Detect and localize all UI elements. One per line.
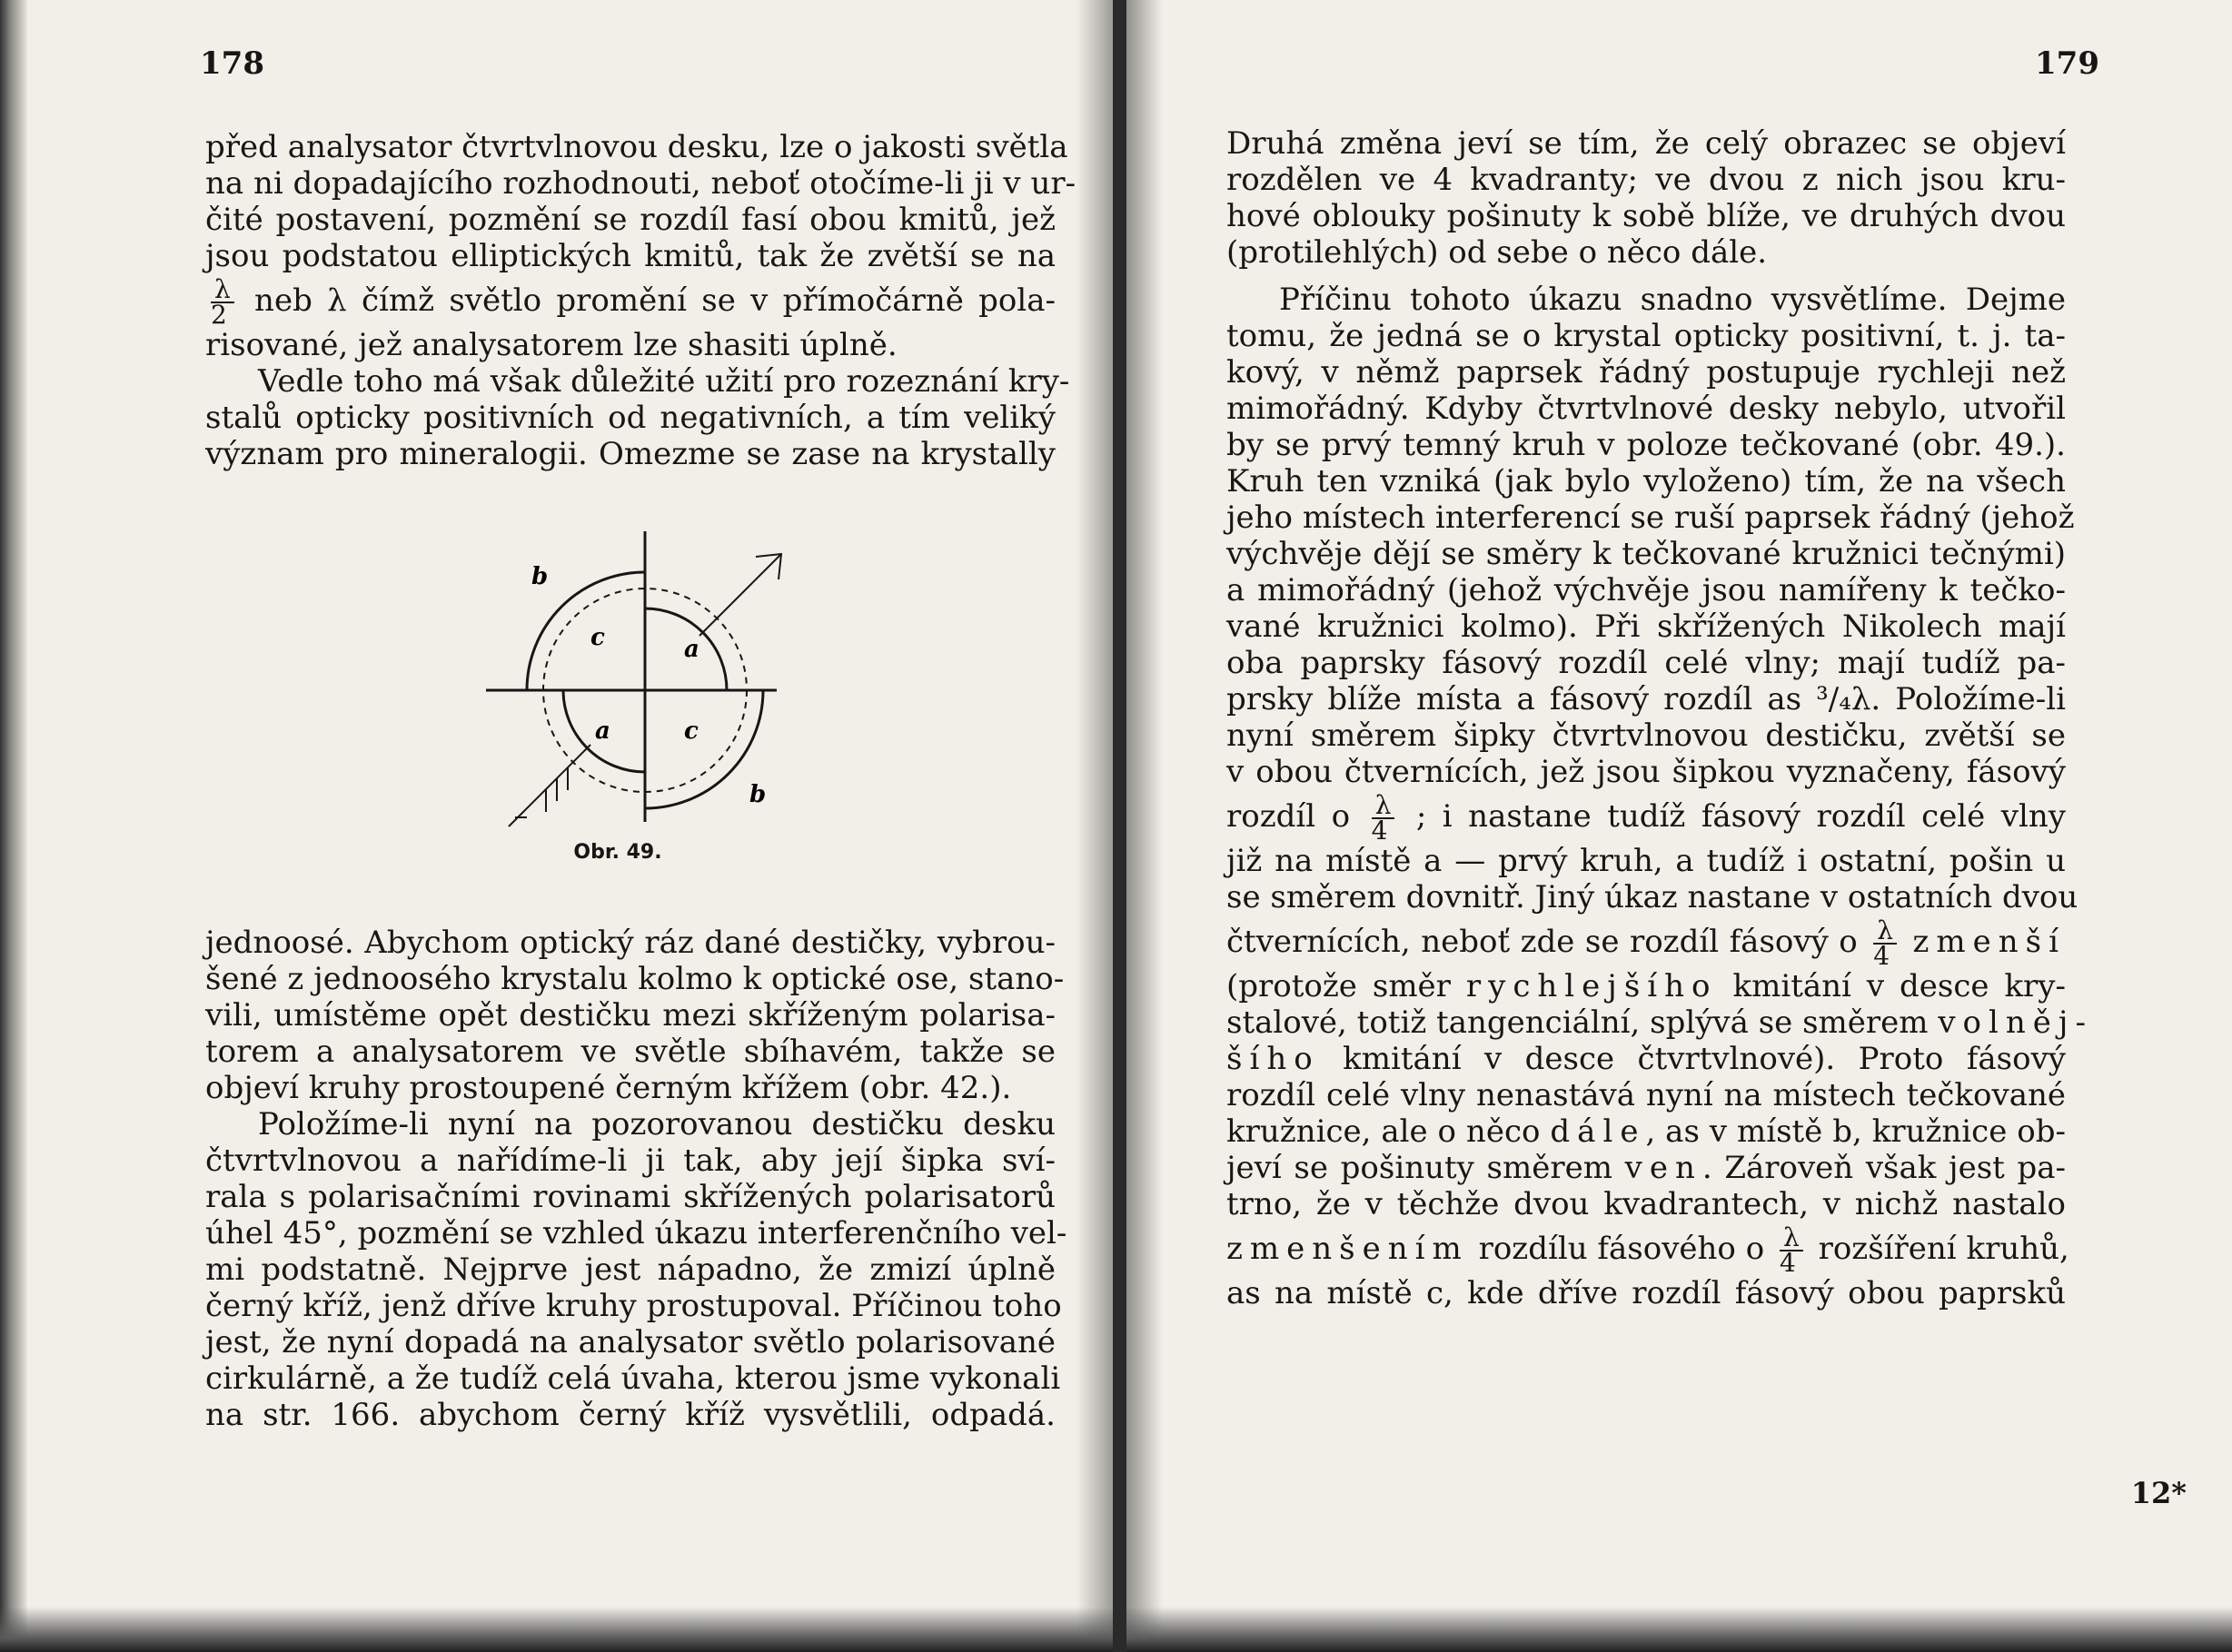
text-line: hové oblouky pošinuty k sobě blíže, ve druhých dvou xyxy=(1226,198,2066,234)
signature-mark: 12* xyxy=(2130,1476,2187,1510)
text-line: před analysator čtvrtvlnovou desku, lze o jakosti světla xyxy=(205,129,1068,165)
text-line: rozdělen ve 4 kvadranty; ve dvou z nich jsou kru- xyxy=(1226,162,2066,198)
figure-caption: Obr. 49. xyxy=(573,841,662,864)
text-line: čtvrtvlnovou a nařídíme-li ji tak, aby její šipka sví- xyxy=(205,1143,1056,1179)
text-line: vané kružnici kolmo). Při skřížených Nikolech mají xyxy=(1226,608,2066,645)
text-fragment: . Zároveň však jest pa- xyxy=(1701,1150,2066,1186)
text-fragment: , as v místě b, kružnice ob- xyxy=(1645,1113,2066,1150)
text-line xyxy=(1226,968,2066,1004)
text-line: nyní směrem šipky čtvrtvlnovou destičku, zvětší se xyxy=(1226,717,2066,754)
text-line xyxy=(1226,1004,2093,1041)
label-a-top: a xyxy=(684,636,699,663)
fraction-lambda-over-4 xyxy=(1371,790,1395,846)
text-line: se směrem dovnitř. Jiný úkaz nastane v ostatních dvou xyxy=(1226,879,2078,915)
label-b-bottom: b xyxy=(749,781,767,808)
text-line: as na místě c, kde dříve rozdíl fásový obou paprsků xyxy=(1226,1275,2066,1311)
text-line-with-fraction xyxy=(1226,790,2066,846)
text-line-with-fraction xyxy=(205,274,1056,330)
text-fragment: čtvernících, neboť zde se rozdíl fásový o xyxy=(1226,924,1858,960)
text-line-indented: Vedle toho má však důležité užití pro rozeznání kry- xyxy=(258,363,1070,400)
left-text-bottom xyxy=(205,925,1067,1433)
text-line xyxy=(1226,1150,2066,1186)
text-line: objeví kruhy prostoupené černým křížem (obr. 42.). xyxy=(205,1070,1012,1106)
label-a-bottom: a xyxy=(595,717,610,745)
text-line: kový, v němž paprsek řádný postupuje rychleji než xyxy=(1226,354,2066,391)
text-line: a mimořádný (jehož výchvěje jsou namířeny k tečko- xyxy=(1226,572,2066,608)
arrow-shaft-upper xyxy=(699,554,781,636)
text-line: černý kříž, jenž dříve kruhy prostupoval. Příčinou toho xyxy=(205,1288,1062,1324)
text-line: risované, jež analysatorem lze shasiti úplně. xyxy=(205,327,898,363)
spaced-text: šího xyxy=(1226,1041,1320,1077)
fraction-lambda-over-2 xyxy=(211,274,234,330)
fraction-denominator: 4 xyxy=(1873,941,1890,971)
spaced-text: ven xyxy=(1624,1150,1702,1186)
fraction-numerator: λ xyxy=(211,278,234,303)
gutter-shadow xyxy=(1076,0,1113,1652)
text-fragment: neb λ čímž světlo promění se v přímočárně pola- xyxy=(254,282,1056,319)
text-line: torem a analysatorem ve světle sbíhavém, takže se xyxy=(205,1034,1056,1070)
text-line: jeho místech interferencí se ruší paprsek řádný (jehož xyxy=(1226,500,2075,536)
label-b-top: b xyxy=(531,563,549,590)
text-fragment: rozdílu fásového o xyxy=(1478,1231,1765,1267)
text-line: Kruh ten vzniká (jak bylo vyloženo) tím, že na všech xyxy=(1226,463,2066,500)
text-fragment: jeví se pošinuty směrem xyxy=(1226,1150,1612,1186)
spaced-text: zmenší xyxy=(1912,924,2066,960)
spaced-text: zmenšením xyxy=(1226,1231,1469,1267)
text-line: na str. 166. abychom černý kříž vysvětlili, odpadá. xyxy=(205,1397,1056,1433)
text-line: (protilehlých) od sebe o něco dále. xyxy=(1226,234,1768,271)
page-edge-shadow xyxy=(0,0,27,1652)
text-line: prsky blíže místa a fásový rozdíl as ³/₄λ. Položíme-li xyxy=(1226,681,2066,717)
text-line: cirkulárně, a že tudíž celá úvaha, kterou jsme vykonali xyxy=(205,1360,1061,1397)
spaced-text: dále xyxy=(1550,1113,1646,1150)
text-line: oba paprsky fásový rozdíl celé vlny; mají tudíž pa- xyxy=(1226,645,2066,681)
page-bottom-edge xyxy=(1126,1607,2232,1652)
text-line: význam pro mineralogii. Omezme se zase na krystally xyxy=(205,436,1056,472)
label-c-bottom: c xyxy=(684,717,699,745)
text-line: jednoosé. Abychom optický ráz dané destičky, vybrou- xyxy=(205,925,1056,961)
text-fragment: (protože směr xyxy=(1226,968,1451,1004)
text-line: rozdíl celé vlny nenastává nyní na místech tečkované xyxy=(1226,1077,2066,1113)
text-line: výchvěje dějí se směry k tečkované kružnici tečnými) xyxy=(1226,536,2066,572)
text-line: mimořádný. Kdyby čtvrtvlnové desky nebylo, utvořil xyxy=(1226,391,2066,427)
text-fragment: rozdíl o xyxy=(1226,798,1351,835)
fraction-numerator: λ xyxy=(1372,794,1395,819)
text-line: Druhá změna jeví se tím, že celý obrazec se objeví xyxy=(1226,125,2066,162)
text-fragment: kmitání v desce kry- xyxy=(1732,968,2066,1004)
text-line: mi podstatně. Nejprve jest nápadno, že zmizí úplně xyxy=(205,1251,1056,1288)
text-line: by se prvý temný kruh v poloze tečkované (obr. 49.). xyxy=(1226,427,2066,463)
text-line-with-fraction xyxy=(1226,915,2066,971)
text-line: v obou čtvernících, jež jsou šipkou vyznačeny, fásový xyxy=(1226,754,2066,790)
text-line: tomu, že jedná se o krystal opticky positivní, t. j. ta- xyxy=(1226,318,2066,354)
fraction-numerator: λ xyxy=(1780,1226,1803,1251)
fraction-denominator: 4 xyxy=(1780,1248,1796,1278)
text-line: na ni dopadajícího rozhodnouti, neboť otočíme-li ji v ur- xyxy=(205,165,1076,202)
text-fragment: kmitání v desce čtvrtvlnové). Proto fásový xyxy=(1343,1041,2067,1077)
text-line: stalů opticky positivních od negativních, a tím veliký xyxy=(205,400,1056,436)
text-line-with-fraction xyxy=(1226,1222,2069,1278)
text-line: čité postavení, pozmění se rozdíl fasí obou kmitů, jež xyxy=(205,202,1056,238)
page-number-left: 178 xyxy=(200,45,264,82)
text-line-indented: Příčinu tohoto úkazu snadno vysvětlíme. Dejme xyxy=(1279,282,2066,318)
arrow-shaft-lower xyxy=(509,745,590,826)
fraction-denominator: 4 xyxy=(1371,816,1388,846)
fraction-numerator: λ xyxy=(1873,919,1897,945)
gutter-shadow xyxy=(1126,0,1163,1652)
text-line: trno, že v těchže dvou kvadrantech, v nichž nastalo xyxy=(1226,1186,2066,1222)
fraction-lambda-over-4 xyxy=(1873,915,1897,971)
spaced-text: rychlejšího xyxy=(1465,968,1718,1004)
page-number-right: 179 xyxy=(2035,45,2099,82)
fraction-lambda-over-4 xyxy=(1780,1222,1803,1278)
figure-49-diagram xyxy=(477,522,795,836)
text-line: úhel 45°, pozmění se vzhled úkazu interferenčního vel- xyxy=(205,1215,1067,1251)
text-fragment: rozšíření kruhů, xyxy=(1818,1231,2069,1267)
text-line xyxy=(1226,1113,2066,1150)
spaced-text: volněj- xyxy=(1938,1004,2093,1041)
text-line: jest, že nyní dopadá na analysator světlo polarisované xyxy=(205,1324,1056,1360)
text-line: jsou podstatou elliptických kmitů, tak že zvětší se na xyxy=(205,238,1056,274)
left-page xyxy=(0,0,1113,1652)
text-fragment: stalové, totiž tangenciální, splývá se směrem xyxy=(1226,1004,1929,1041)
right-text xyxy=(1226,125,2093,1311)
text-fragment: kružnice, ale o něco xyxy=(1226,1113,1541,1150)
right-page xyxy=(1126,0,2232,1652)
label-c-top: c xyxy=(590,624,605,651)
page-bottom-edge xyxy=(0,1607,1113,1652)
text-line: rala s polarisačními rovinami skřížených polarisatorů xyxy=(205,1179,1056,1215)
figure-49 xyxy=(477,522,795,872)
text-line xyxy=(1226,1041,2066,1077)
text-line: vili, umístěme opět destičku mezi skříženým polarisa- xyxy=(205,997,1056,1034)
text-line: již na místě a — prvý kruh, a tudíž i ostatní, pošin u xyxy=(1226,843,2066,879)
text-line: šené z jednoosého krystalu kolmo k optické ose, stano- xyxy=(205,961,1065,997)
text-line-indented: Položíme-li nyní na pozorovanou destičku desku xyxy=(258,1106,1056,1143)
fraction-denominator: 2 xyxy=(211,300,227,330)
left-text-top xyxy=(205,129,1076,472)
text-fragment: ; i nastane tudíž fásový rozdíl celé vlny xyxy=(1415,798,2066,835)
